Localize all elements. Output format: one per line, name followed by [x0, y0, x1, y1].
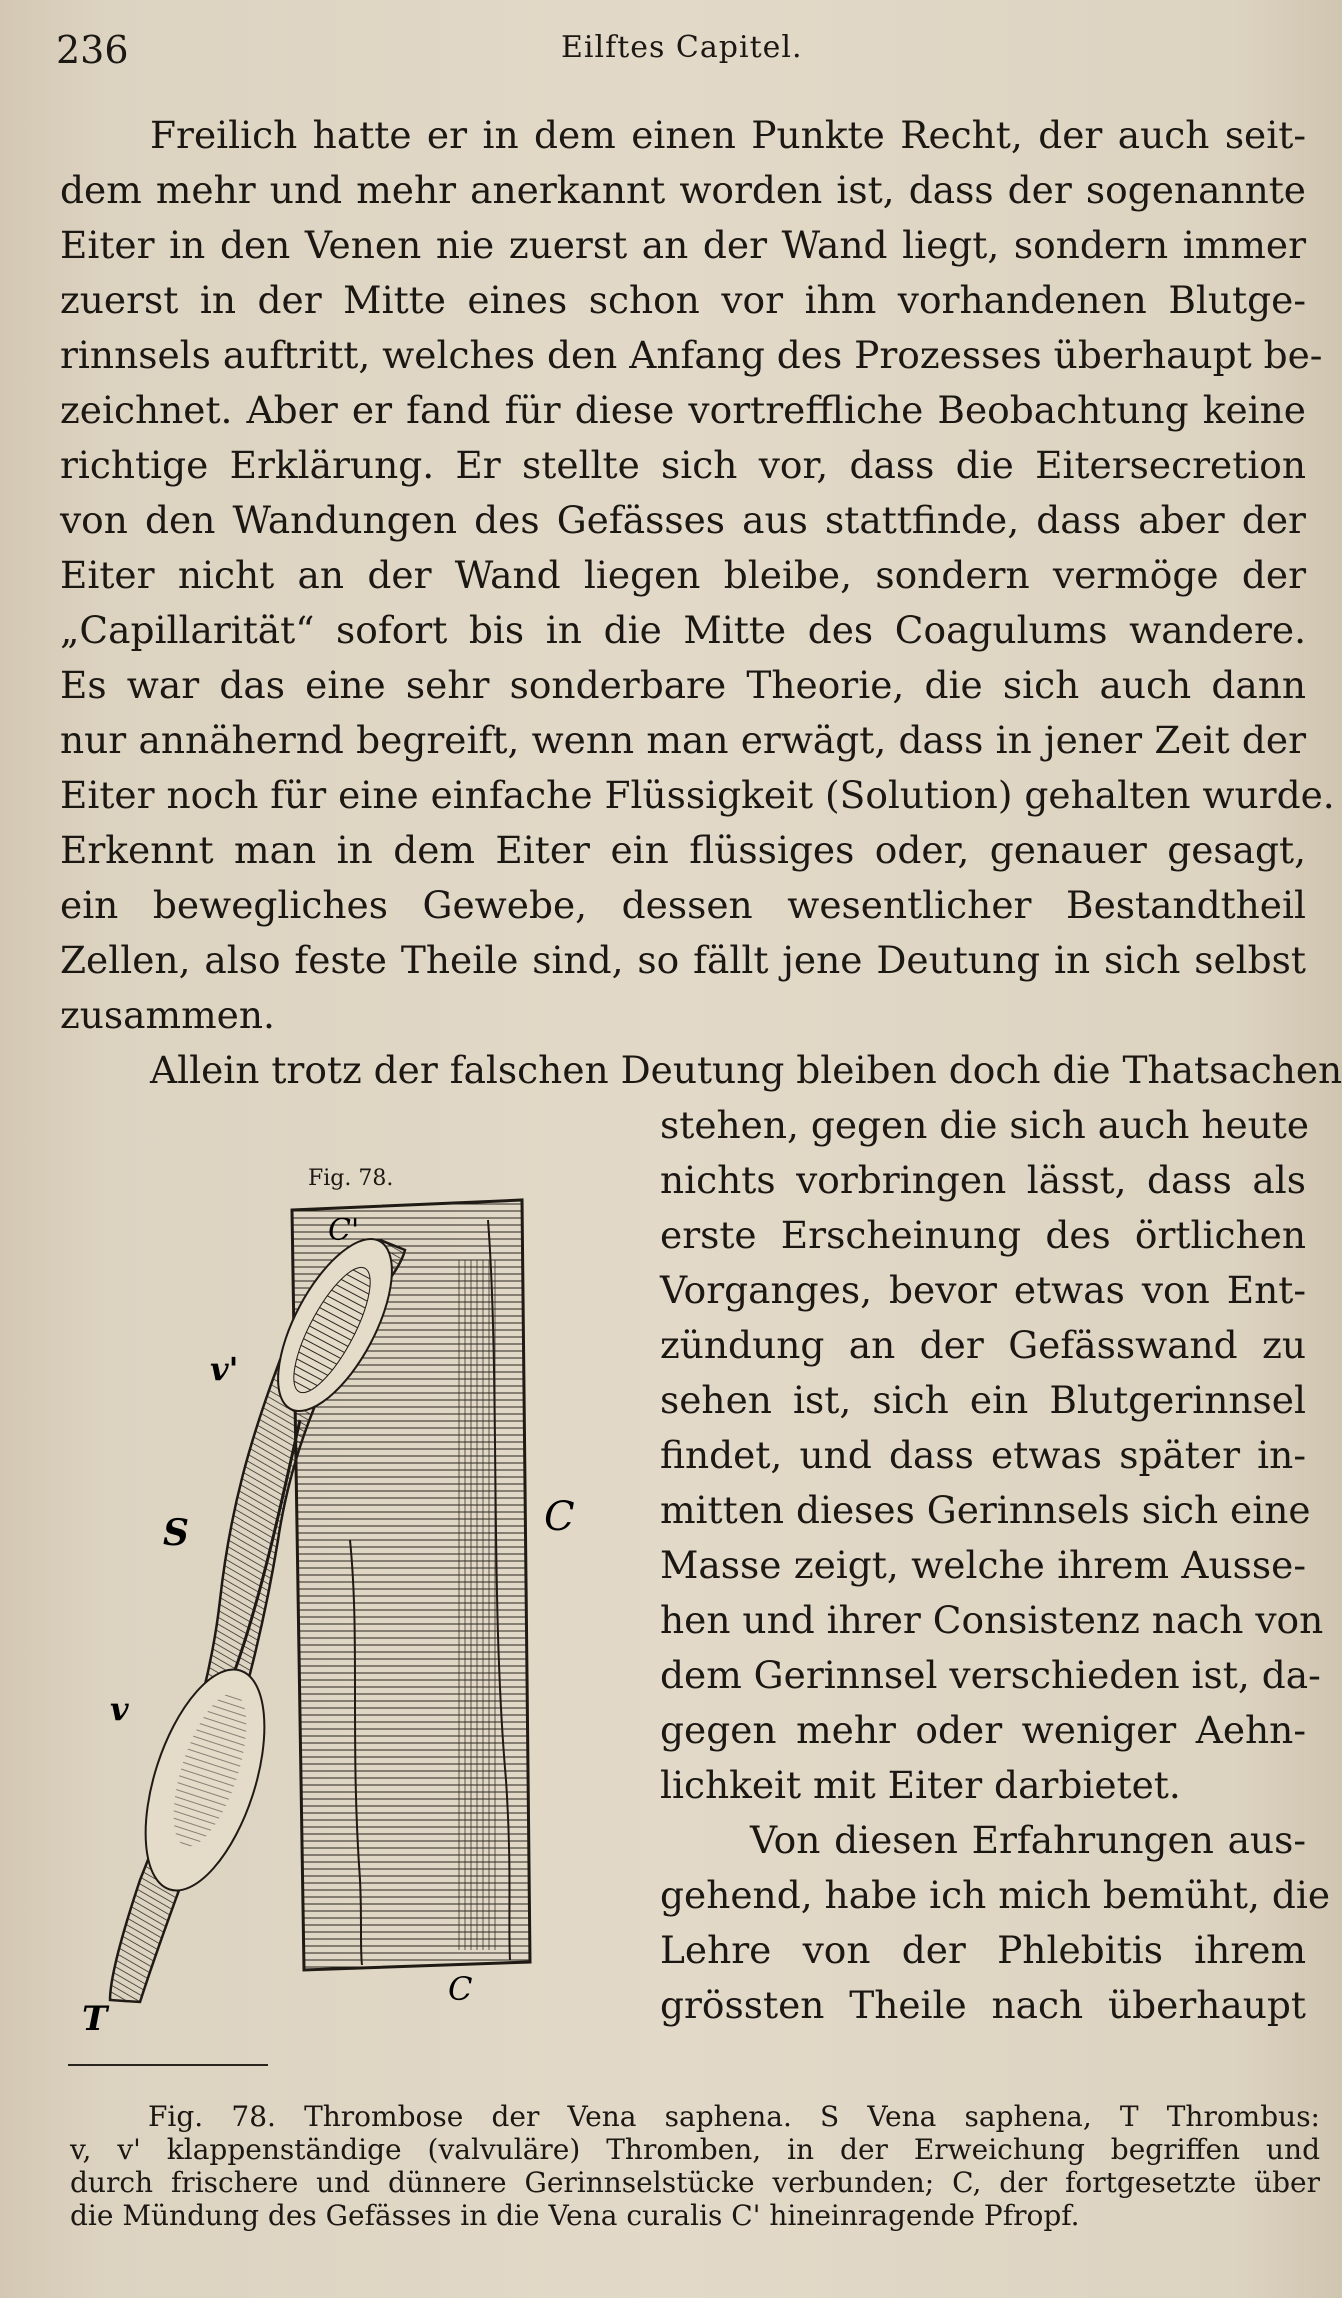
caption-line: die Mündung des Gefässes in die Vena curalis C' hineinragende Pfropf. — [70, 2199, 1080, 2232]
figure-78-illustration — [60, 1180, 580, 2030]
text-line: stehen, gegen die sich auch heute — [660, 1103, 1310, 1147]
letter-s: S — [163, 1512, 189, 1554]
text-line: Von diesen Erfahrungen aus- — [750, 1818, 1306, 1862]
text-line: zeichnet. Aber er fand für diese vortreffliche Beobachtung keine — [60, 388, 1306, 432]
figure-caption — [70, 2100, 1320, 2232]
text-line: Zellen, also feste Theile sind, so fällt jene Deutung in sich selbst — [60, 938, 1306, 982]
text-line: richtige Erklärung. Er stellte sich vor, dass die Eitersecretion — [60, 443, 1306, 487]
caption-line: Fig. 78. Thrombose der Vena saphena. S Vena saphena, T Thrombus: — [148, 2100, 1320, 2133]
footnote-rule — [68, 2064, 268, 2066]
paragraph-2-first-line — [60, 1043, 1342, 1098]
text-line: findet, und dass etwas später in- — [660, 1433, 1306, 1477]
text-line: „Capillarität“ sofort bis in die Mitte des Coagulums wandere. — [60, 608, 1306, 652]
figure-label: Fig. 78. — [308, 1166, 394, 1191]
text-line: mitten dieses Gerinnsels sich eine — [660, 1488, 1311, 1532]
text-line: lichkeit mit Eiter darbietet. — [660, 1763, 1181, 1807]
text-line: Masse zeigt, welche ihrem Ausse- — [660, 1543, 1306, 1587]
page-header — [56, 28, 1296, 78]
paragraph-1 — [60, 108, 1335, 1043]
text-line: dem mehr und mehr anerkannt worden ist, dass der sogenannte — [60, 168, 1306, 212]
letter-v-prime: v' — [210, 1350, 239, 1388]
text-line: von den Wandungen des Gefässes aus stattfinde, dass aber der — [60, 498, 1306, 542]
letter-c-right: C — [544, 1494, 575, 1540]
text-line: Erkennt man in dem Eiter ein flüssiges oder, genauer gesagt, — [60, 828, 1306, 872]
letter-c-prime: C' — [328, 1213, 360, 1248]
text-line: sehen ist, sich ein Blutgerinnsel — [660, 1378, 1306, 1422]
text-line: erste Erscheinung des örtlichen — [660, 1213, 1306, 1257]
paragraph-3-column — [660, 1813, 1331, 2033]
text-line: Eiter nicht an der Wand liegen bleibe, sondern vermöge der — [60, 553, 1306, 597]
paragraph-2-column — [660, 1098, 1324, 1813]
text-line: rinnsels auftritt, welches den Anfang des Prozesses überhaupt be- — [60, 333, 1323, 377]
text-line: gegen mehr oder weniger Aehn- — [660, 1708, 1306, 1752]
text-line: gehend, habe ich mich bemüht, die — [660, 1873, 1331, 1917]
text-line: zündung an der Gefässwand zu — [660, 1323, 1306, 1367]
text-line: zusammen. — [60, 993, 275, 1037]
text-line: hen und ihrer Consistenz nach von — [660, 1598, 1324, 1642]
letter-c-bottom: C — [448, 1970, 473, 2008]
caption-line: durch frischere und dünnere Gerinnselstücke verbunden; C, der fortgesetzte über — [70, 2166, 1320, 2199]
text-line: Es war das eine sehr sonderbare Theorie, die sich auch dann — [60, 663, 1306, 707]
text-line: zuerst in der Mitte eines schon vor ihm vorhandenen Blutge- — [60, 278, 1306, 322]
text-line: dem Gerinnsel verschieden ist, da- — [660, 1653, 1321, 1697]
text-line: Lehre von der Phlebitis ihrem — [660, 1928, 1306, 1972]
text-line: nichts vorbringen lässt, dass als — [660, 1158, 1306, 1202]
text-line: Vorganges, bevor etwas von Ent- — [660, 1268, 1306, 1312]
text-line: Freilich hatte er in dem einen Punkte Recht, der auch seit- — [150, 113, 1306, 157]
text-line: grössten Theile nach überhaupt — [660, 1983, 1306, 2027]
text-line: nur annähernd begreift, wenn man erwägt, dass in jener Zeit der — [60, 718, 1306, 762]
caption-line: v, v' klappenständige (valvuläre) Thromben, in der Erweichung begriffen und — [70, 2133, 1320, 2166]
text-line: Allein trotz der falschen Deutung bleiben doch die Thatsachen — [150, 1048, 1342, 1092]
letter-v: v — [110, 1690, 129, 1728]
letter-t: T — [82, 1999, 108, 2030]
thrombus-engraving — [60, 1180, 580, 2030]
page-number: 236 — [56, 28, 129, 72]
text-line: Eiter in den Venen nie zuerst an der Wand liegt, sondern immer — [60, 223, 1306, 267]
running-title: Eilftes Capitel. — [561, 30, 803, 65]
text-line: ein bewegliches Gewebe, dessen wesentlicher Bestandtheil — [60, 883, 1306, 927]
text-line: Eiter noch für eine einfache Flüssigkeit (Solution) gehalten wurde. — [60, 773, 1335, 817]
